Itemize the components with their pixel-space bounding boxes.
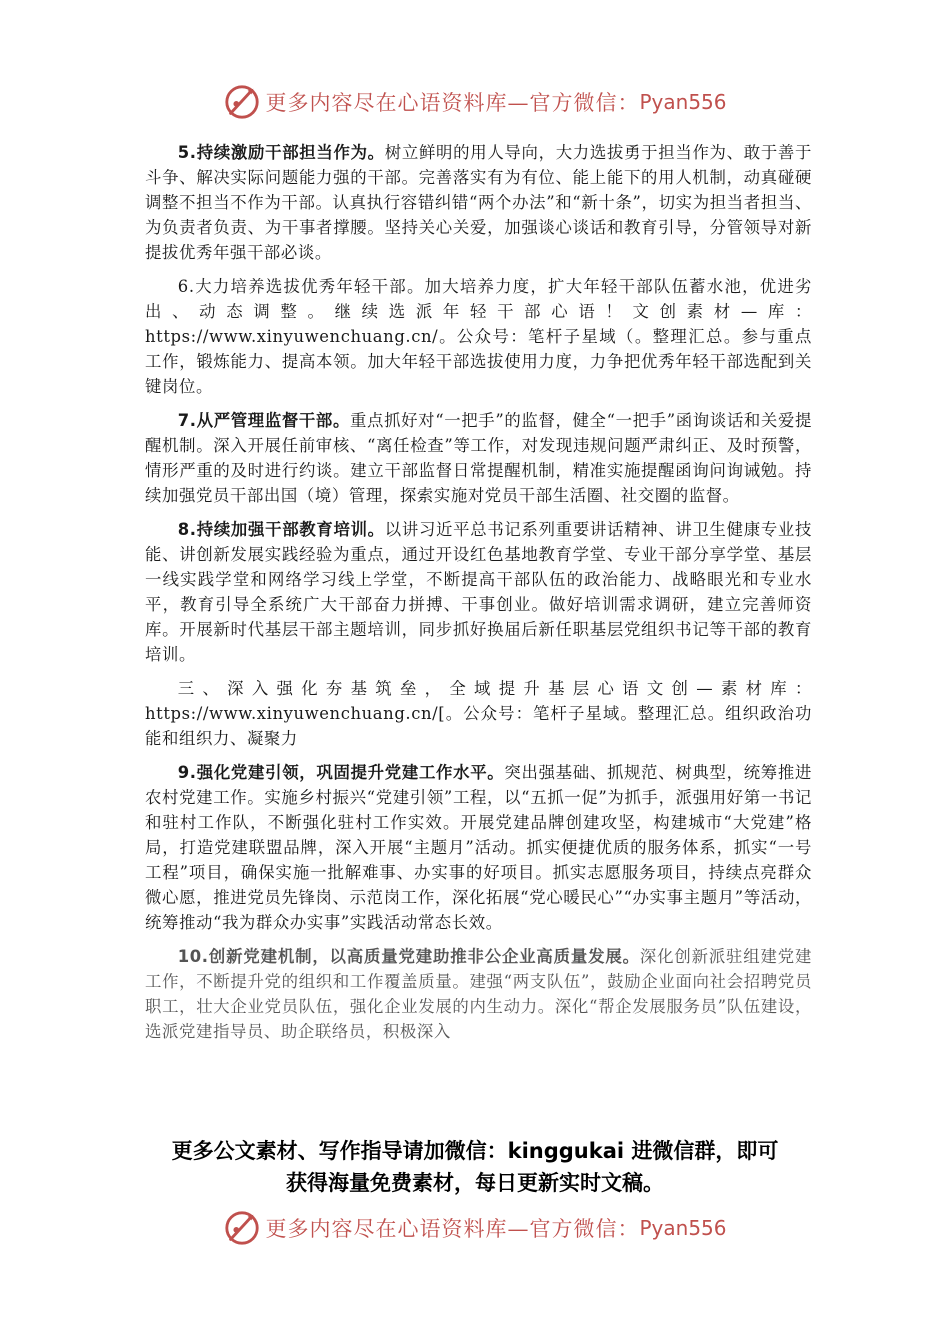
paragraph-body: 重点抓好对“一把手”的监督，健全“一把手”函询谈话和关爱提醒机制。深入开展任前审核、“离任检查”等工作，对发现违规问题严肃纠正、及时预警，情形严重的及时进行约谈。建立干部监督日常提醒机制，精准实施提醒函询问询诫勉。持续加强党员干部出国（境）管理，探索实施对党员干部生活圈、社交圈的监督。 bbox=[145, 411, 812, 505]
promo-line: 更多公文素材、写作指导请加微信：kinggukai 进微信群，即可 bbox=[171, 1139, 779, 1163]
document-body bbox=[145, 140, 812, 1044]
paragraph bbox=[145, 760, 812, 935]
paragraph bbox=[145, 408, 812, 508]
paragraph-body: 突出强基础、抓规范、树典型，统筹推进农村党建工作。实施乡村振兴“党建引领”工程，以“五抓一促”为抓手，派强用好第一书记和驻村工作队，不断强化驻村工作实效。开展党建品牌创建攻坚，构建城市“大党建”格局，打造党建联盟品牌，深入开展“主题月”活动。抓实便捷优质的服务体系，抓实“一号工程”项目，确保实施一批解难事、办实事的好项目。抓实志愿服务项目，持续点亮群众微心愿，推进党员先锋岗、示范岗工作，深化拓展“党心暖民心”“办实事主题月”等活动，统筹推动“我为群众办实事”实践活动常态长效。 bbox=[145, 763, 812, 932]
paragraph bbox=[145, 274, 812, 399]
paragraph-heading: 5.持续激励干部担当作为。 bbox=[177, 143, 385, 162]
paragraph-heading: 7.从严管理监督干部。 bbox=[177, 411, 351, 430]
banner-wechat-id: Pyan556 bbox=[639, 1216, 727, 1240]
logo-icon bbox=[223, 83, 261, 121]
paragraph-heading: 9.强化党建引领，巩固提升党建工作水平。 bbox=[177, 763, 505, 782]
logo-icon bbox=[223, 1209, 261, 1247]
section-heading bbox=[145, 676, 812, 751]
banner-text: 更多内容尽在心语资料库—官方微信： bbox=[265, 1217, 640, 1241]
promo-line: 获得海量免费素材，每日更新实时文稿。 bbox=[286, 1171, 664, 1195]
paragraph-body: 深化创新派驻组建党建工作，不断提升党的组织和工作覆盖质量。建强“两支队伍”，鼓励企业面向社会招聘党员职工，壮大企业党员队伍，强化企业发展的内生动力。深化“帮企发展服务员”队伍建设，选派党建指导员、助企联络员，积极深入 bbox=[145, 947, 812, 1041]
paragraph-body: 6.大力培养选拔优秀年轻干部。加大培养力度，扩大年轻干部队伍蓄水池，优进劣出、动态调整。继续选派年轻干部心语！文创素材—库：https://www.xinyuwenchuang.cn/。公众号：笔杆子星域（。整理汇总。参与重点工作，锻炼能力、提高本领。加大年轻干部选拔使用力度，力争把优秀年轻干部选配到关键岗位。 bbox=[145, 277, 812, 396]
promo-notice bbox=[100, 1135, 850, 1199]
paragraph bbox=[145, 517, 812, 667]
paragraph-body: 树立鲜明的用人导向，大力选拔勇于担当作为、敢于善于斗争、解决实际问题能力强的干部。完善落实有为有位、能上能下的用人机制，动真碰硬调整不担当不作为干部。认真执行容错纠错“两个办法”和“新十条”，切实为担当者担当、为负责者负责、为干事者撑腰。坚持关心关爱，加强谈心谈话和教育引导，分管领导对新提拔优秀年强干部必谈。 bbox=[145, 143, 812, 262]
text-fade-overlay bbox=[140, 1070, 820, 1110]
paragraph bbox=[145, 944, 812, 1044]
paragraph-body: 三、深入强化夯基筑垒，全域提升基层心语文创—素材库：https://www.xinyuwenchuang.cn/[。公众号：笔杆子星域。整理汇总。组织政治功能和组织力、凝聚力 bbox=[145, 679, 812, 748]
paragraph bbox=[145, 140, 812, 265]
paragraph-heading: 8.持续加强干部教育培训。 bbox=[177, 520, 385, 539]
paragraph-body: 以讲习近平总书记系列重要讲话精神、讲卫生健康专业技能、讲创新发展实践经验为重点，通过开设红色基地教育学堂、专业干部分享学堂、基层一线实践学堂和网络学习线上学堂，不断提高干部队伍的政治能力、战略眼光和专业水平，教育引导全系统广大干部奋力拼搏、干事创业。做好培训需求调研，建立完善师资库。开展新时代基层干部主题培训，同步抓好换届后新任职基层党组织书记等干部的教育培训。 bbox=[145, 520, 812, 664]
banner-text: 更多内容尽在心语资料库—官方微信： bbox=[265, 91, 640, 115]
header-banner bbox=[0, 82, 950, 122]
paragraph-heading: 10.创新党建机制，以高质量党建助推非公企业高质量发展。 bbox=[177, 947, 640, 966]
banner-wechat-id: Pyan556 bbox=[639, 90, 727, 114]
footer-banner bbox=[0, 1208, 950, 1248]
